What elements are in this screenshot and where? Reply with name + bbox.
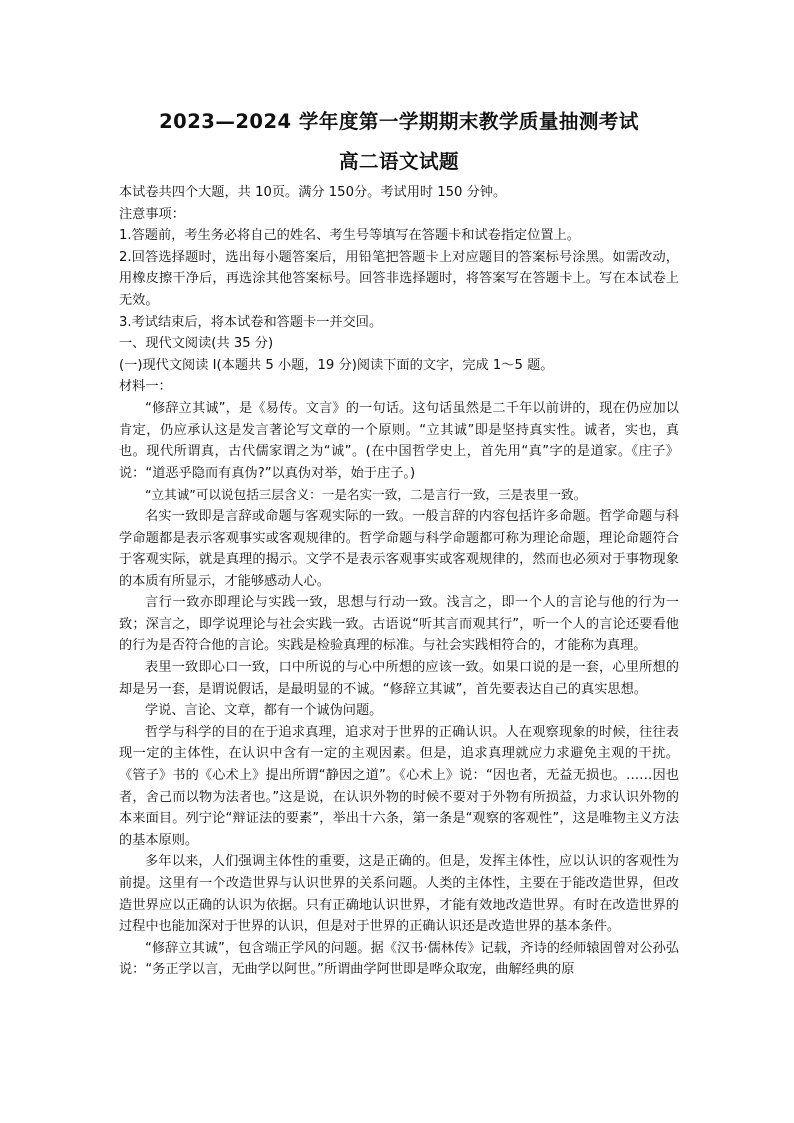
paragraph: 表里一致即心口一致，口中所说的与心中所想的应该一致。如果口说的是一套，心里所想的却是另一套，是谓说假话，是最明显的不诚。“修辞立其诚”，首先要表达自己的真实思想。 bbox=[119, 660, 679, 697]
section-heading: 一、现代文阅读(共 35 分) bbox=[119, 336, 274, 352]
exam-page bbox=[119, 100, 679, 981]
material-label: 材料一： bbox=[119, 379, 172, 395]
paragraph: “修辞立其诚”，包含端正学风的问题。据《汉书·儒林传》记载，齐诗的经师辕固曾对公孙弘说：“务正学以言，无曲学以阿世。”所谓曲学阿世即是哗众取宠，曲解经典的原 bbox=[119, 940, 679, 978]
paragraph: 名实一致即是言辞或命题与客观实际的一致。一般言辞的内容包括许多命题。哲学命题与科学命题都是表示客观事实或客观规律的。哲学命题与科学命题都可称为理论命题，理论命题符合于客观实际，就是真理的揭示。文学不是表示客观事实或客观规律的，然而也必须对于事物现象的本质有所显示，才能够感动人心。 bbox=[119, 508, 679, 589]
note-1: 1.答题前，考生务必将自己的姓名、考生号等填写在答题卡和试卷指定位置上。 bbox=[119, 228, 580, 244]
paragraph: 哲学与科学的目的在于追求真理，追求对于世界的正确认识。人在观察现象的时候，往往表现一定的主体性，在认识中含有一定的主观因素。但是，追求真理就应力求避免主观的干扰。《管子》书的《心术上》提出所谓“静因之道”。《心术上》说：“因也者，无益无损也。……因也者，舍己而以物为法者也。”这是说，在认识外物的时候不要对于外物有所损益，力求认识外物的本来面目。列宁论“辩证法的要素”，举出十六条，第一条是“观察的客观性”，这是唯物主义方法的基本原则。 bbox=[119, 724, 679, 848]
exam-title: 2023—2024 学年度第一学期期末教学质量抽测考试 bbox=[159, 110, 639, 133]
paragraph: 言行一致亦即理论与实践一致，思想与行动一致。浅言之，即一个人的言论与他的行为一致；深言之，即学说理论与社会实践一致。古语说“听其言而观其行”，听一个人的言论还要看他的行为是否符合他的言论。实践是检验真理的标准。与社会实践相符合的，才能称为真理。 bbox=[119, 595, 679, 654]
note-2: 2.回答选择题时，选出每小题答案后，用铅笔把答题卡上对应题目的答案标号涂黑。如需改动，用橡皮擦干净后，再选涂其他答案标号。回答非选择题时，将答案写在答题卡上。写在本试卷上无效。 bbox=[119, 249, 679, 308]
paragraph: 多年以来，人们强调主体性的重要，这是正确的。但是，发挥主体性，应以认识的客观性为前提。这里有一个改造世界与认识世界的关系问题。人类的主体性，主要在于能改造世界，但改造世界应以正确的认识为依据。只有正确地认识世界，才能有效地改造世界。有时在改造世界的过程中也能加深对于世界的认识，但是对于世界的正确认识还是改造世界的基本条件。 bbox=[119, 854, 679, 935]
exam-summary: 本试卷共四个大题，共 10页。满分 150分。考试用时 150 分钟。 bbox=[119, 185, 507, 200]
notes-heading: 注意事项： bbox=[119, 206, 185, 222]
paragraph: “立其诚”可以说包括三层含义：一是名实一致，二是言行一致，三是表里一致。 bbox=[145, 487, 587, 503]
note-3: 3.考试结束后，将本试卷和答题卡一并交回。 bbox=[119, 314, 383, 330]
section-subheading: (一)现代文阅读 I(本题共 5 小题，19 分)阅读下面的文字，完成 1～5 题。 bbox=[119, 357, 554, 373]
paragraph: “修辞立其诚”，是《易传。文言》的一句话。这句话虽然是二千年以前讲的，现在仍应加以肯定，仍应承认这是发言著论写文章的一个原则。“立其诚”即是坚持真实性。诚者，实也，真也。现代所谓真，古代儒家谓之为“诚”。(在中国哲学史上，首先用“真”字的是道家。《庄子》说：“道恶乎隐而有真伪?”以真伪对举，始于庄子。) bbox=[119, 400, 679, 481]
paragraph: 学说、言论、文章，都有一个诚伪问题。 bbox=[145, 703, 383, 719]
exam-subtitle: 高二语文试题 bbox=[338, 150, 459, 173]
